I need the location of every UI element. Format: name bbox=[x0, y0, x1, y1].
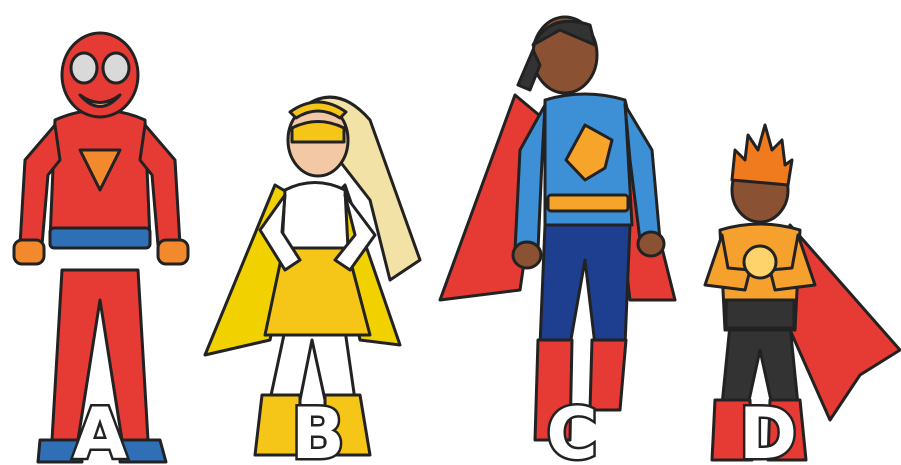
hero-c-figure bbox=[440, 17, 675, 440]
label-hero-b: B bbox=[291, 393, 345, 465]
label-hero-c: C bbox=[546, 393, 598, 465]
label-hero-a: A bbox=[72, 393, 128, 465]
hero-d-figure bbox=[705, 125, 900, 460]
label-hero-d: D bbox=[738, 393, 798, 465]
